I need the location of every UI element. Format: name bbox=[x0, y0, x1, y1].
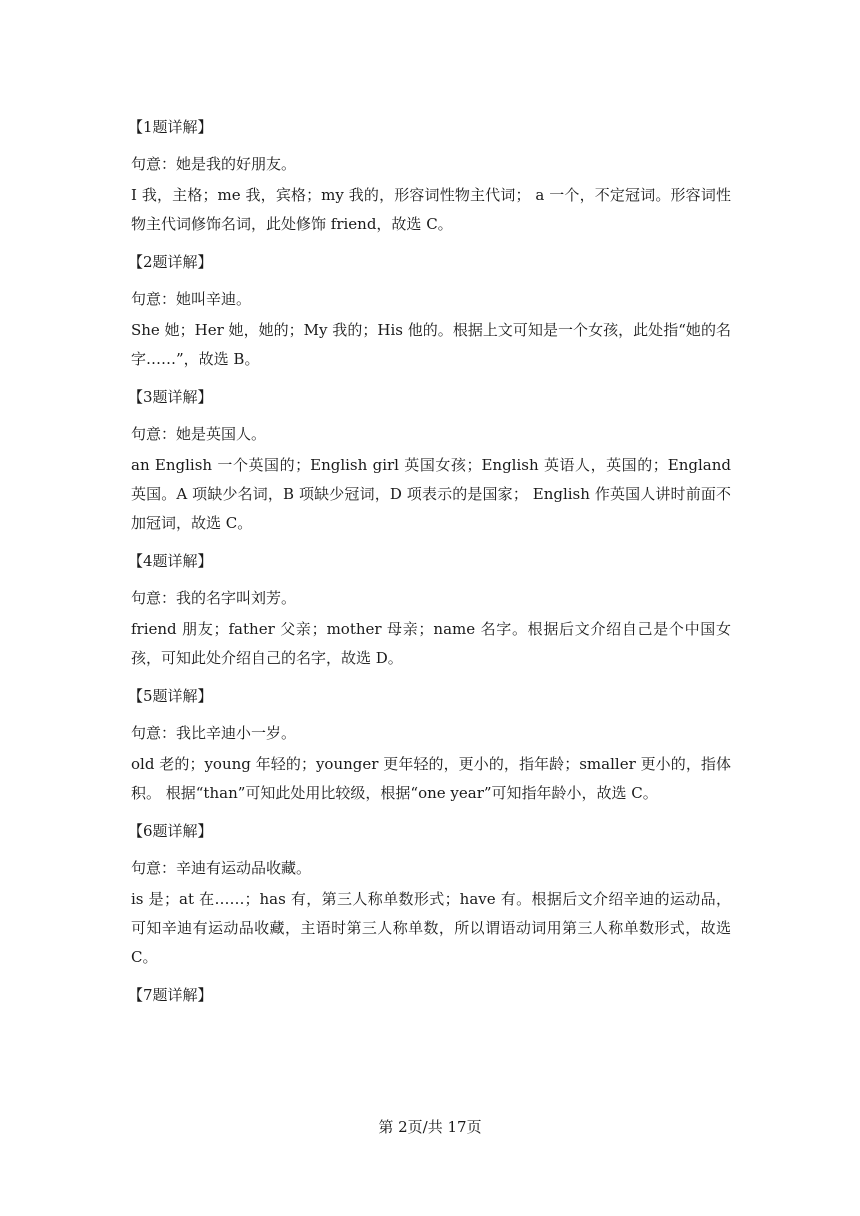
section-1 bbox=[128, 113, 731, 239]
section-4 bbox=[128, 547, 731, 673]
section-heading: 【2题详解】 bbox=[128, 253, 213, 271]
sentence-meaning: 句意：她是我的好朋友。 bbox=[131, 155, 297, 173]
section-heading: 【6题详解】 bbox=[128, 822, 213, 840]
sentence-meaning: 句意：她是英国人。 bbox=[131, 425, 267, 443]
sentence-meaning: 句意：她叫辛迪。 bbox=[131, 290, 252, 308]
sentence-meaning: 句意：辛迪有运动品收藏。 bbox=[131, 859, 312, 877]
explanation-text: an English 一个英国的；English girl 英国女孩；English 英语人，英国的；England 英国。A 项缺少名词，B 项缺少冠词，D 项表示的是国家； English 作英国人讲时前面不加冠词，故选 C。 bbox=[131, 456, 731, 532]
page-footer bbox=[0, 1115, 860, 1139]
explanation-text: old 老的；young 年轻的；younger 更年轻的，更小的，指年龄；smaller 更小的，指体积。 根据“than”可知此处用比较级，根据“one year”可知指年龄小，故选 C。 bbox=[131, 755, 731, 802]
section-heading: 【4题详解】 bbox=[128, 552, 213, 570]
explanation-text: friend 朋友；father 父亲；mother 母亲；name 名字。根据后文介绍自己是个中国女孩，可知此处介绍自己的名字，故选 D。 bbox=[131, 620, 731, 667]
section-heading: 【7题详解】 bbox=[128, 986, 213, 1004]
explanation-text: I 我，主格；me 我，宾格；my 我的，形容词性物主代词； a 一个，不定冠词。形容词性物主代词修饰名词，此处修饰 friend，故选 C。 bbox=[131, 186, 731, 233]
sentence-meaning: 句意：我比辛迪小一岁。 bbox=[131, 724, 297, 742]
section-7 bbox=[128, 981, 731, 1009]
document-content bbox=[128, 113, 731, 1018]
section-6 bbox=[128, 817, 731, 972]
explanation-text: is 是；at 在……；has 有，第三人称单数形式；have 有。根据后文介绍辛迪的运动品，可知辛迪有运动品收藏，主语时第三人称单数，所以谓语动词用第三人称单数形式，故选 C。 bbox=[131, 890, 731, 966]
sentence-meaning: 句意：我的名字叫刘芳。 bbox=[131, 589, 297, 607]
section-heading: 【3题详解】 bbox=[128, 388, 213, 406]
section-heading: 【5题详解】 bbox=[128, 687, 213, 705]
explanation-text: She 她；Her 她，她的；My 我的；His 他的。根据上文可知是一个女孩，此处指“她的名字……”，故选 B。 bbox=[131, 321, 731, 368]
page-indicator: 第 2页/共 17页 bbox=[378, 1118, 482, 1136]
section-heading: 【1题详解】 bbox=[128, 118, 213, 136]
section-5 bbox=[128, 682, 731, 808]
section-3 bbox=[128, 383, 731, 538]
section-2 bbox=[128, 248, 731, 374]
